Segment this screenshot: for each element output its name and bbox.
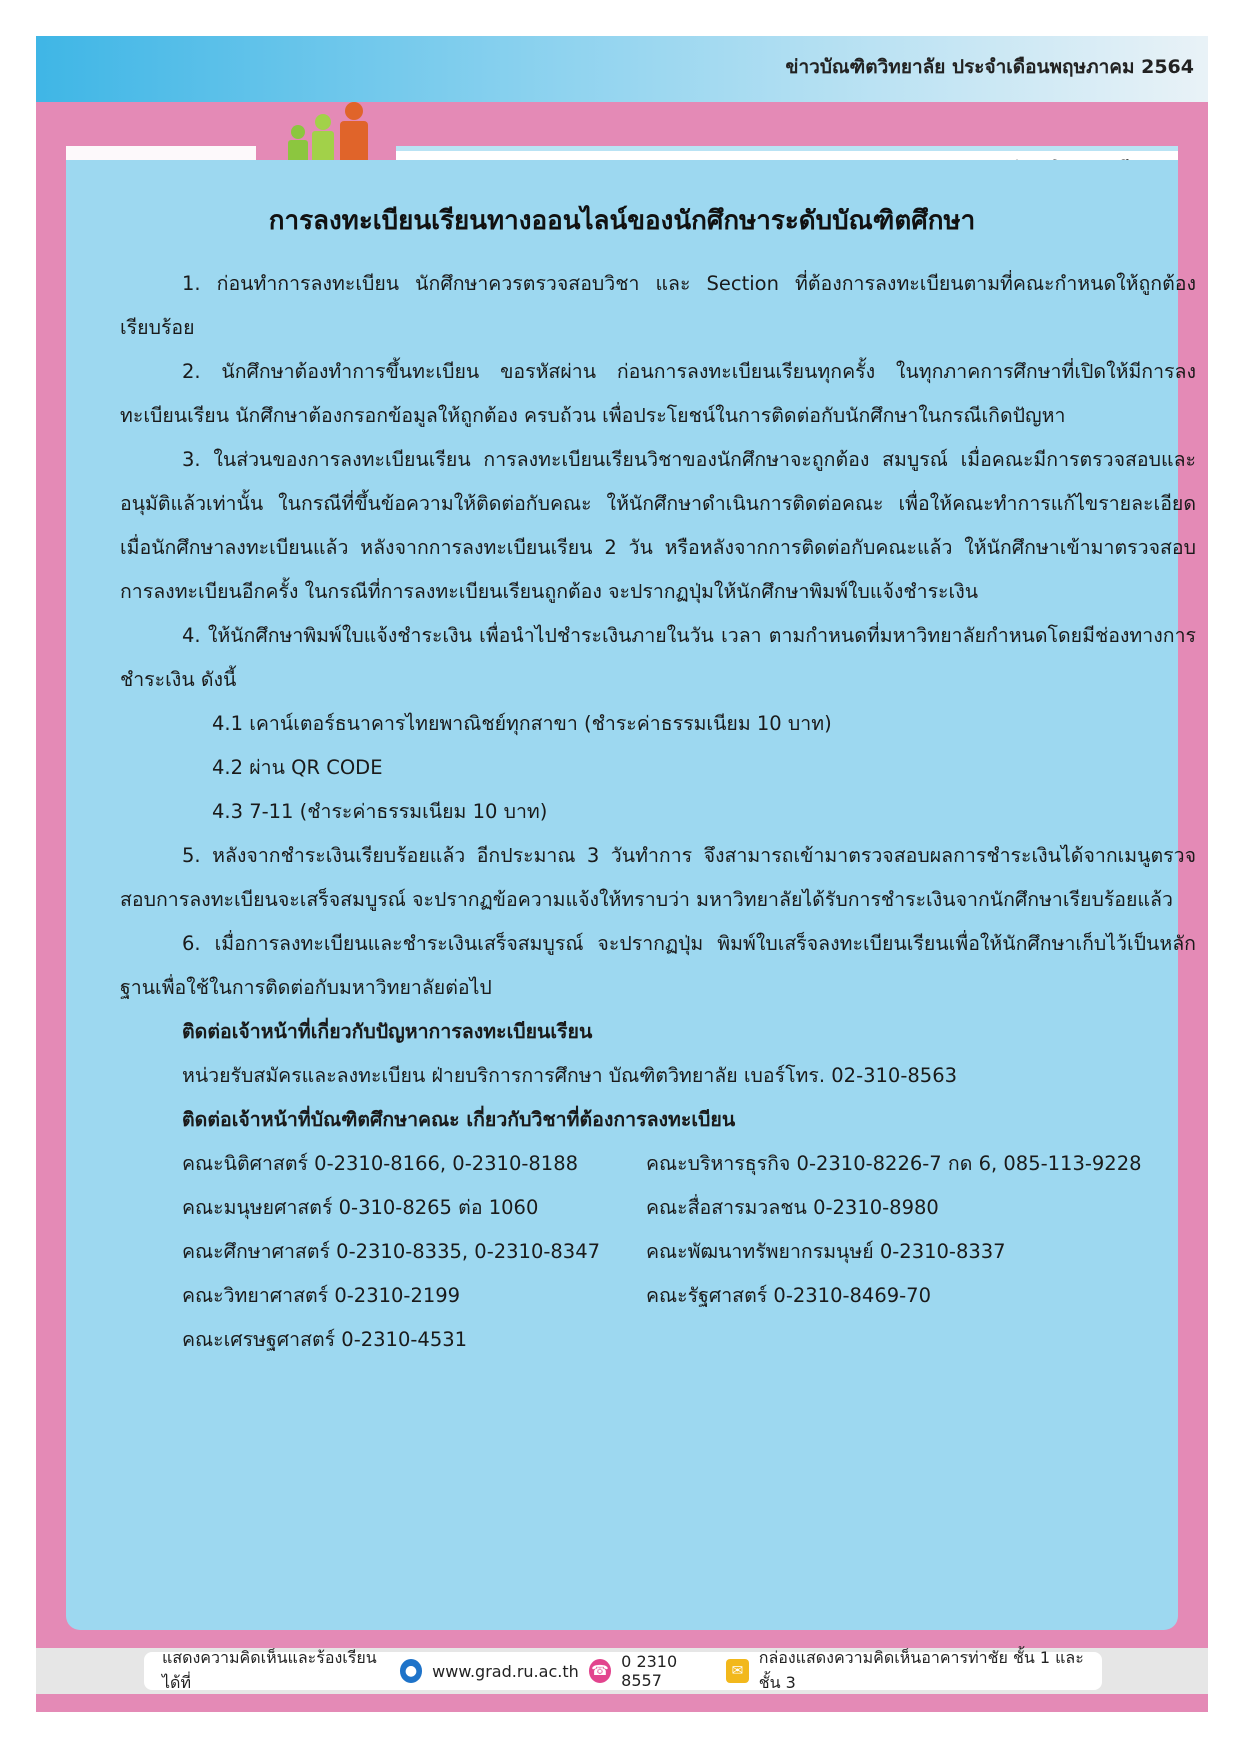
payment-option-1: 4.1 เคาน์เตอร์ธนาคารไทยพาณิชย์ทุกสาขา (ชำระค่าธรรมเนียม 10 บาท) xyxy=(212,712,832,735)
paragraph-6: 6. เมื่อการลงทะเบียนและชำระเงินเสร็จสมบูรณ์ จะปรากฏปุ่ม พิมพ์ใบเสร็จลงทะเบียนเรียนเพื่อให้นักศึกษาเก็บไว้เป็นหลักฐานเพื่อใช้ในการติดต่อกับมหาวิทยาลัยต่อไป xyxy=(120,932,1196,999)
article-body xyxy=(120,262,1196,1362)
contact-heading-faculty: ติดต่อเจ้าหน้าที่บัณฑิตศึกษาคณะ เกี่ยวกับวิชาที่ต้องการลงทะเบียน xyxy=(182,1108,736,1131)
paragraph-2: 2. นักศึกษาต้องทำการขึ้นทะเบียน ขอรหัสผ่าน ก่อนการลงทะเบียนเรียนทุกครั้ง ในทุกภาคการศึกษาที่เปิดให้มีการลงทะเบียนเรียน นักศึกษาต้องกรอกข้อมูลให้ถูกต้อง ครบถ้วน เพื่อประโยชน์ในการติดต่อกับนักศึกษาในกรณีเกิดปัญหา xyxy=(120,360,1196,427)
phone-icon: ☎ xyxy=(589,1659,611,1683)
faculty-contact-list xyxy=(120,1142,1196,1362)
globe-icon: ● xyxy=(400,1659,422,1683)
faculty-contact: คณะรัฐศาสตร์ 0-2310-8469-70 xyxy=(646,1284,931,1307)
faculty-contact: คณะเศรษฐศาสตร์ 0-2310-4531 xyxy=(182,1328,468,1351)
top-header-strip xyxy=(36,36,1208,102)
footer-intro: แสดงความคิดเห็นและร้องเรียนได้ที่ xyxy=(162,1648,377,1692)
faculty-contact: คณะนิติศาสตร์ 0-2310-8166, 0-2310-8188 xyxy=(182,1152,579,1175)
footer-phone: 0 2310 8557 xyxy=(621,1652,678,1690)
faculty-contact: คณะสื่อสารมวลชน 0-2310-8980 xyxy=(646,1196,939,1219)
faculty-contact: คณะพัฒนาทรัพยากรมนุษย์ 0-2310-8337 xyxy=(646,1240,1006,1263)
page-frame xyxy=(36,102,1208,1702)
paragraph-1: 1. ก่อนทำการลงทะเบียน นักศึกษาควรตรวจสอบวิชา และ Section ที่ต้องการลงทะเบียนตามที่คณะกำหนดให้ถูกต้อง เรียบร้อย xyxy=(120,272,1196,339)
faculty-contact: คณะวิทยาศาสตร์ 0-2310-2199 xyxy=(182,1284,461,1307)
contact-registration-unit: หน่วยรับสมัครและลงทะเบียน ฝ่ายบริการการศึกษา บัณฑิตวิทยาลัย เบอร์โทร. 02-310-8563 xyxy=(182,1064,958,1087)
footer-contact-box xyxy=(144,1648,1102,1692)
mailbox-icon: ✉ xyxy=(726,1659,748,1683)
contact-heading-registration: ติดต่อเจ้าหน้าที่เกี่ยวกับปัญหาการลงทะเบียนเรียน xyxy=(182,1020,593,1043)
footer-comment-box: กล่องแสดงความคิดเห็นอาคารท่าชัย ชั้น 1 และ ชั้น 3 xyxy=(758,1648,1084,1692)
bottom-frame-edge xyxy=(36,1694,1208,1712)
payment-option-2: 4.2 ผ่าน QR CODE xyxy=(212,756,383,779)
footer-website-link[interactable]: www.grad.ru.ac.th xyxy=(432,1661,579,1681)
footer-bar xyxy=(36,1648,1208,1694)
faculty-contact: คณะมนุษยศาสตร์ 0-310-8265 ต่อ 1060 xyxy=(182,1196,539,1219)
payment-option-3: 4.3 7-11 (ชำระค่าธรรมเนียม 10 บาท) xyxy=(212,800,548,823)
faculty-contact: คณะบริหารธุรกิจ 0-2310-8226-7 กด 6, 085-113-9228 xyxy=(646,1152,1142,1175)
document-title: การลงทะเบียนเรียนทางออนไลน์ของนักศึกษาระดับบัณฑิตศึกษา xyxy=(268,206,976,236)
faculty-contact: คณะศึกษาศาสตร์ 0-2310-8335, 0-2310-8347 xyxy=(182,1240,601,1263)
paragraph-5: 5. หลังจากชำระเงินเรียบร้อยแล้ว อีกประมาณ 3 วันทำการ จึงสามารถเข้ามาตรวจสอบผลการชำระเงินได้จากเมนูตรวจสอบการลงทะเบียนจะเสร็จสมบูรณ์ จะปรากฏข้อความแจ้งให้ทราบว่า มหาวิทยาลัยได้รับการชำระเงินจากนักศึกษาเรียบร้อยแล้ว xyxy=(120,844,1196,911)
issue-title: ข่าวบัณฑิตวิทยาลัย ประจำเดือนพฤษภาคม 2564 xyxy=(785,56,1194,78)
paragraph-4: 4. ให้นักศึกษาพิมพ์ใบแจ้งชำระเงิน เพื่อนำไปชำระเงินภายในวัน เวลา ตามกำหนดที่มหาวิทยาลัยกำหนดโดยมีช่องทางการชำระเงิน ดังนี้ xyxy=(120,624,1196,691)
paragraph-3: 3. ในส่วนของการลงทะเบียนเรียน การลงทะเบียนเรียนวิชาของนักศึกษาจะถูกต้อง สมบูรณ์ เมื่อคณะมีการตรวจสอบและอนุมัติแล้วเท่านั้น ในกรณีที่ขึ้นข้อความให้ติดต่อกับคณะ ให้นักศึกษาดำเนินการติดต่อคณะ เพื่อให้คณะทำการแก้ไขรายละเอียดเมื่อนักศึกษาลงทะเบียนแล้ว หลังจากการลงทะเบียนเรียน 2 วัน หรือหลังจากการติดต่อกับคณะแล้ว ให้นักศึกษาเข้ามาตรวจสอบการลงทะเบียนอีกครั้ง ในกรณีที่การลงทะเบียนเรียนถูกต้อง จะปรากฏปุ่มให้นักศึกษาพิมพ์ใบแจ้งชำระเงิน xyxy=(120,448,1196,603)
